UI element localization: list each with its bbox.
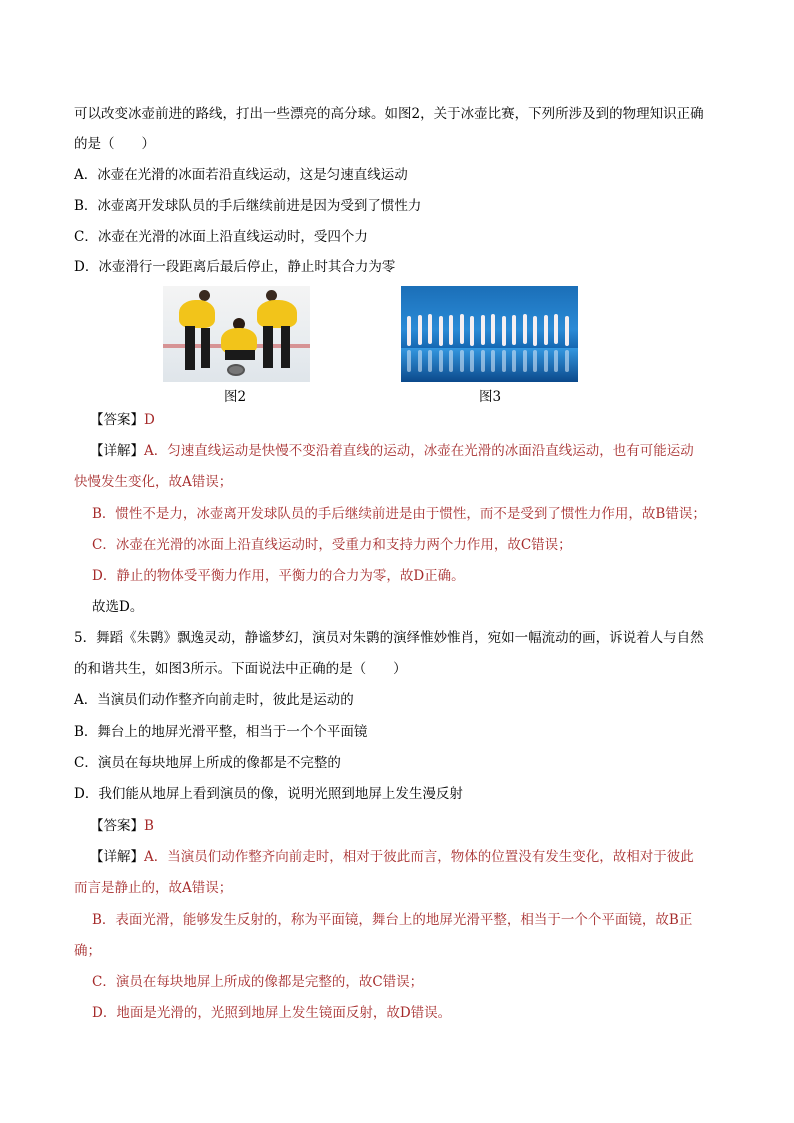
q4-detail-d: D．静止的物体受平衡力作用，平衡力的合力为零，故D正确。 [92, 568, 465, 584]
q4-option-d: D．冰壶滑行一段距离后最后停止，静止时其合力为零 [74, 259, 396, 275]
q4-detail-line2: 快慢发生变化，故A错误； [74, 474, 233, 490]
dancer-reflection [470, 350, 474, 372]
q4-answer [90, 410, 155, 430]
figure-2-curling-photo [163, 286, 310, 382]
dancer-figure [523, 314, 527, 344]
figure-2-caption: 图2 [223, 389, 247, 405]
q5-detail-line2: 而言是静止的，故A错误； [74, 880, 233, 896]
dancer-reflection [449, 350, 453, 372]
dancer-figure [449, 315, 453, 345]
figure-3-caption: 图3 [478, 389, 502, 405]
q4-conclusion: 故选D。 [92, 599, 144, 615]
dancer-reflection [439, 350, 443, 372]
dancer-figure [544, 315, 548, 345]
dancer-figure [428, 314, 432, 344]
dancer-figure [502, 316, 506, 346]
q5-option-c: C．演员在每块地屏上所成的像都是不完整的 [74, 755, 341, 771]
dancer-reflection [544, 350, 548, 372]
answer-value: D [144, 412, 155, 428]
q5-stem-line1: 5．舞蹈《朱鹮》飘逸灵动，静谧梦幻，演员对朱鹮的演绎惟妙惟肖，宛如一幅流动的画，诉说着人与自然 [74, 630, 704, 646]
dancer-figure [418, 315, 422, 345]
detail-text: A．当演员们动作整齐向前走时，相对于彼此而言，物体的位置没有发生变化，故相对于彼此 [144, 849, 694, 865]
dancer-reflection [407, 350, 411, 372]
dancer-figure [565, 316, 569, 346]
dancer-reflection [428, 350, 432, 372]
answer-tag: 【答案】 [90, 412, 144, 428]
dancer-reflection [502, 350, 506, 372]
dancer-reflection [418, 350, 422, 372]
dancer-reflection [533, 350, 537, 372]
q5-stem-line2: 的和谐共生，如图3所示。下面说法中正确的是（ ） [74, 661, 407, 677]
q4-option-a: A．冰壶在光滑的冰面若沿直线运动，这是匀速直线运动 [74, 167, 408, 183]
detail-tag: 【详解】 [90, 849, 144, 865]
dancer-figure [533, 316, 537, 346]
q4-option-c: C．冰壶在光滑的冰面上沿直线运动时，受四个力 [74, 229, 368, 245]
dancer-figure [491, 314, 495, 344]
dancer-reflection [491, 350, 495, 372]
q5-option-b: B．舞台上的地屏光滑平整，相当于一个个平面镜 [74, 724, 368, 740]
q4-stem-line2: 的是（ ） [74, 136, 155, 152]
dancer-figure [470, 316, 474, 346]
q5-detail-c: C．演员在每块地屏上所成的像都是完整的，故C错误； [92, 974, 424, 990]
dancer-figure [554, 314, 558, 344]
detail-text: A．匀速直线运动是快慢不变沿着直线的运动，冰壶在光滑的冰面沿直线运动，也有可能运动 [144, 443, 694, 459]
dancer-reflection [460, 350, 464, 372]
q5-option-a: A．当演员们动作整齐向前走时，彼此是运动的 [74, 692, 354, 708]
q4-detail-line1 [90, 441, 694, 461]
q5-answer [90, 816, 154, 836]
figure-3-dancers-photo [401, 286, 578, 382]
dancer-figure [460, 314, 464, 344]
dancer-reflection [554, 350, 558, 372]
q4-stem-line1: 可以改变冰壶前进的路线，打出一些漂亮的高分球。如图2，关于冰壶比赛，下列所涉及到的物理知识正确 [74, 106, 704, 122]
q5-detail-b-line1: B．表面光滑，能够发生反射的，称为平面镜，舞台上的地屏光滑平整，相当于一个个平面镜，故B正 [92, 912, 693, 928]
dancer-reflection [481, 350, 485, 372]
dancer-figure [439, 316, 443, 346]
q4-detail-c: C．冰壶在光滑的冰面上沿直线运动时，受重力和支持力两个力作用，故C错误； [92, 537, 572, 553]
q5-detail-line1 [90, 847, 694, 867]
q4-detail-b: B．惯性不是力，冰壶离开发球队员的手后继续前进是由于惯性，而不是受到了惯性力作用，故B错误； [92, 506, 706, 522]
dancer-reflection [523, 350, 527, 372]
dancer-figure [407, 316, 411, 346]
dancer-reflection [512, 350, 516, 372]
dancer-figure [512, 315, 516, 345]
answer-value: B [144, 818, 154, 834]
answer-tag: 【答案】 [90, 818, 144, 834]
dancer-figure [481, 315, 485, 345]
detail-tag: 【详解】 [90, 443, 144, 459]
q5-detail-d: D．地面是光滑的，光照到地屏上发生镜面反射，故D错误。 [92, 1005, 452, 1021]
q4-option-b: B．冰壶离开发球队员的手后继续前进是因为受到了惯性力 [74, 198, 422, 214]
dancer-reflection [565, 350, 569, 372]
q5-detail-b-line2: 确； [74, 943, 101, 959]
q5-option-d: D．我们能从地屏上看到演员的像，说明光照到地屏上发生漫反射 [74, 786, 463, 802]
